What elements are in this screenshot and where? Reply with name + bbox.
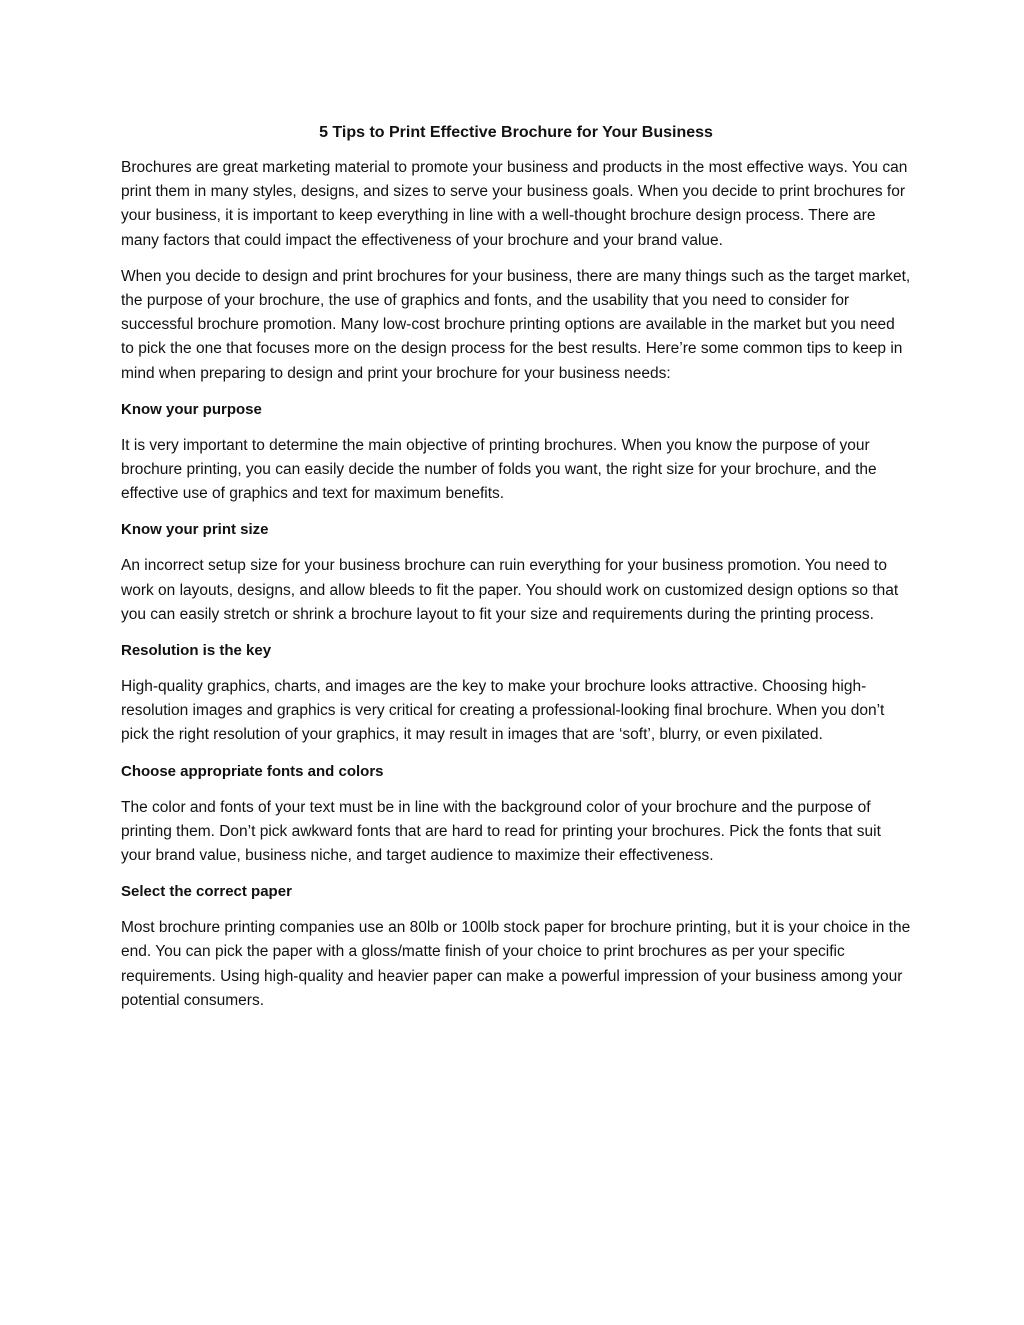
section-heading-fonts-colors: Choose appropriate fonts and colors (121, 762, 384, 780)
section-heading-purpose: Know your purpose (121, 400, 262, 418)
section-body-resolution: High-quality graphics, charts, and images are the key to make your brochure looks attractive. Choosing high-resolution images and graphics is very critical for creating a professional-looking final brochure. When you don’t pick the right resolution of your graphics, it may result in images that are ‘soft’, blurry, or even pixilated. (121, 678, 885, 744)
section-body-purpose: It is very important to determine the main objective of printing brochures. When you know the purpose of your brochure printing, you can easily decide the number of folds you want, the right size for your brochure, and the effective use of graphics and text for maximum benefits. (121, 436, 877, 503)
document-title: 5 Tips to Print Effective Brochure for Your Business (319, 124, 713, 141)
section-heading-resolution: Resolution is the key (121, 642, 272, 660)
document-page (121, 120, 911, 1025)
section-body-paper: Most brochure printing companies use an 80lb or 100lb stock paper for brochure printing, but it is your choice in the end. You can pick the paper with a gloss/matte finish of your choice to print brochures as per your specific requirements. Using high-quality and heavier paper can make a powerful impression of your business among your potential consumers. (121, 919, 911, 1009)
intro-paragraph-2: When you decide to design and print brochures for your business, there are many things such as the target market, the purpose of your brochure, the use of graphics and fonts, and the usability that you need to consider for successful brochure promotion. Many low-cost brochure printing options are available in the market but you need to pick the one that focuses more on the design process for the best results. Here’re some common tips to keep in mind when preparing to design and print your brochure for your business needs: (121, 267, 911, 382)
section-heading-print-size: Know your print size (121, 521, 269, 539)
section-body-print-size: An incorrect setup size for your business brochure can ruin everything for your business promotion. You need to work on layouts, designs, and allow bleeds to fit the paper. You should work on customized design options so that you can easily stretch or shrink a brochure layout to fit your size and requirements during the printing process. (121, 557, 899, 623)
intro-paragraph-1: Brochures are great marketing material to promote your business and products in the most effective ways. You can print them in many styles, designs, and sizes to serve your business goals. When you decide to print brochures for your business, it is important to keep everything in line with a well-thought brochure design process. There are many factors that could impact the effectiveness of your brochure and your brand value. (121, 159, 908, 249)
section-body-fonts-colors: The color and fonts of your text must be in line with the background color of your brochure and the purpose of printing them. Don’t pick awkward fonts that are hard to read for printing your brochures. Pick the fonts that suit your brand value, business niche, and target audience to maximize their effectiveness. (121, 798, 881, 865)
section-heading-paper: Select the correct paper (121, 883, 292, 901)
